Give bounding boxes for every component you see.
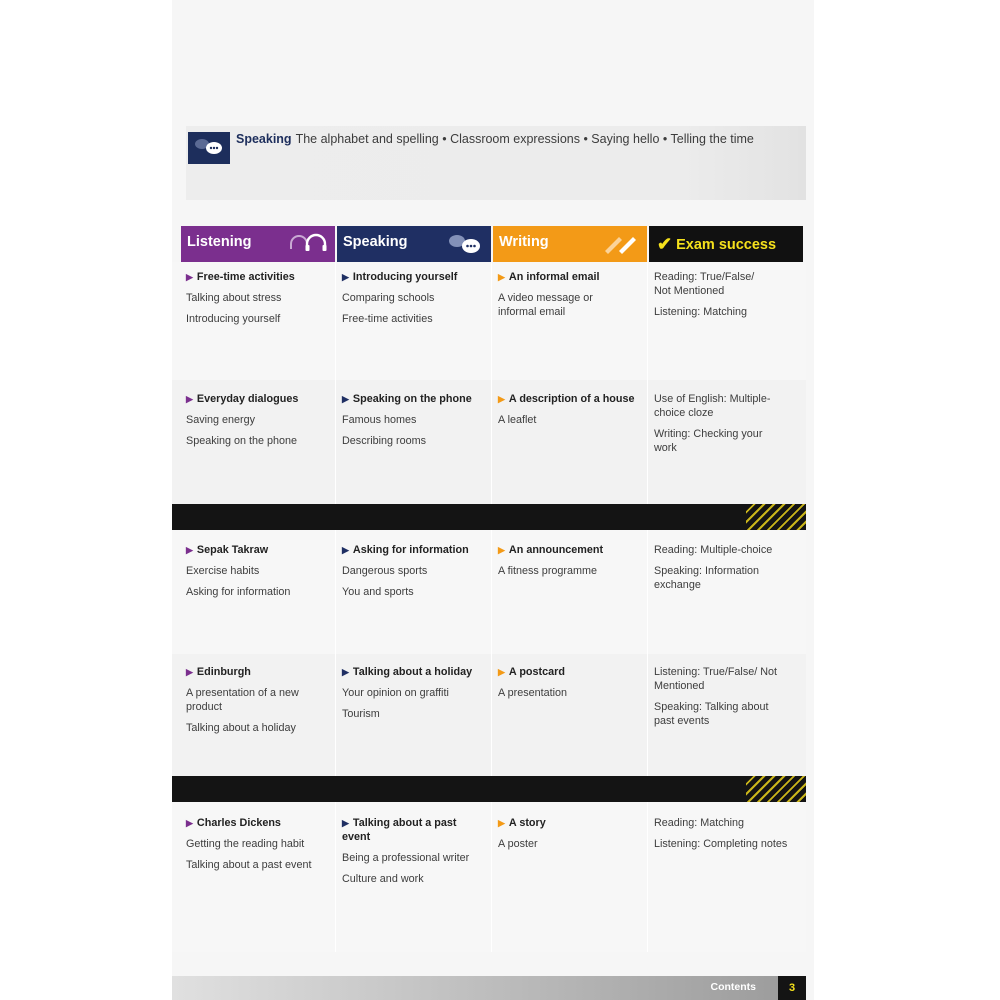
listening-title	[186, 543, 334, 557]
exam-line: Reading: Multiple-choice	[654, 544, 773, 556]
listening-line: Talking about a past event	[186, 859, 312, 871]
arrow-icon: ▶	[342, 667, 349, 677]
writing-title-text: A story	[508, 817, 546, 829]
listening-cell	[186, 816, 334, 879]
speaking-cell	[342, 392, 490, 455]
listening-line: Talking about a holiday	[186, 722, 296, 734]
header-exam	[649, 226, 803, 262]
arrow-icon: ▶	[186, 818, 193, 828]
exam-cell	[654, 270, 774, 326]
listening-line: Exercise habits	[186, 565, 260, 577]
speaking-line: Describing rooms	[342, 435, 427, 447]
listening-line: Saving energy	[186, 414, 256, 426]
speaking-title-text: Speaking on the phone	[352, 393, 472, 405]
exam-cell	[654, 816, 802, 858]
header-listening	[181, 226, 335, 262]
writing-title	[498, 665, 646, 679]
page-footer	[172, 976, 806, 1000]
writing-title-text: A description of a house	[508, 393, 635, 405]
arrow-icon: ▶	[186, 667, 193, 677]
speech-bubbles-icon	[188, 132, 230, 164]
speaking-title	[342, 270, 490, 284]
speaking-title	[342, 543, 490, 557]
speech-bubbles-icon	[445, 233, 485, 259]
writing-title	[498, 543, 646, 557]
listening-title-text: Everyday dialogues	[196, 393, 299, 405]
listening-cell	[186, 392, 334, 455]
listening-line: Getting the reading habit	[186, 838, 305, 850]
listening-line: Introducing yourself	[186, 313, 281, 325]
listening-line: Speaking on the phone	[186, 435, 298, 447]
exam-cell	[654, 392, 782, 462]
speaking-line: Comparing schools	[342, 292, 435, 304]
header-listening-label: Listening	[187, 234, 252, 250]
pencil-icon	[601, 233, 641, 259]
speaking-title	[342, 665, 490, 679]
speaking-cell	[342, 665, 490, 728]
arrow-icon: ▶	[498, 667, 505, 677]
listening-title	[186, 816, 334, 830]
writing-title-text: An informal email	[508, 271, 600, 283]
writing-cell	[498, 392, 646, 434]
intro-topics: The alphabet and spelling • Classroom expressions • Saying hello • Telling the time	[295, 132, 754, 146]
exam-line: Speaking: Talking about past events	[654, 701, 769, 727]
listening-line: Asking for information	[186, 586, 291, 598]
speaking-title-text: Talking about a past event	[342, 817, 457, 843]
listening-cell	[186, 270, 334, 333]
listening-title	[186, 665, 321, 679]
listening-title-text: Free-time activities	[196, 271, 295, 283]
unit-divider-bar	[172, 504, 806, 530]
intro-label: Speaking	[236, 132, 292, 146]
writing-title	[498, 270, 646, 284]
speaking-cell	[342, 816, 472, 893]
arrow-icon: ▶	[186, 545, 193, 555]
writing-cell	[498, 816, 646, 858]
hazard-stripes	[746, 776, 806, 802]
speaking-title	[342, 392, 490, 406]
unit-divider-bar	[172, 776, 806, 802]
header-speaking-label: Speaking	[343, 234, 408, 250]
speaking-cell	[342, 270, 490, 333]
writing-line: A fitness programme	[498, 565, 598, 577]
speaking-line: Culture and work	[342, 873, 424, 885]
listening-title-text: Edinburgh	[196, 666, 251, 678]
writing-line: A leaflet	[498, 414, 537, 426]
speaking-line: Free-time activities	[342, 313, 433, 325]
header-writing-label: Writing	[499, 234, 549, 250]
listening-title	[186, 270, 334, 284]
writing-line: A poster	[498, 838, 538, 850]
speaking-line: Being a professional writer	[342, 852, 470, 864]
intro-text	[236, 132, 754, 146]
exam-cell	[654, 543, 782, 599]
exam-line: Listening: True/False/ Not Mentioned	[654, 666, 778, 692]
writing-cell	[498, 665, 646, 707]
headphones-icon	[287, 233, 329, 257]
listening-title	[186, 392, 334, 406]
hazard-stripes	[746, 504, 806, 530]
speaking-title-text: Talking about a holiday	[352, 666, 473, 678]
page-number: 3	[778, 976, 806, 1000]
speaking-line: Dangerous sports	[342, 565, 428, 577]
header-writing	[493, 226, 647, 262]
exam-line: Speaking: Information exchange	[654, 565, 760, 591]
column-divider	[335, 262, 336, 952]
writing-title-text: An announcement	[508, 544, 604, 556]
writing-cell	[498, 543, 646, 585]
writing-cell	[498, 270, 646, 326]
column-divider	[491, 262, 492, 952]
speaking-line: Your opinion on graffiti	[342, 687, 449, 699]
speaking-title	[342, 816, 472, 844]
speaking-line: Famous homes	[342, 414, 417, 426]
arrow-icon: ▶	[498, 272, 505, 282]
listening-cell	[186, 665, 321, 742]
exam-line: Listening: Matching	[654, 306, 748, 318]
arrow-icon: ▶	[498, 818, 505, 828]
header-speaking	[337, 226, 491, 262]
writing-title	[498, 816, 646, 830]
exam-line: Reading: Matching	[654, 817, 745, 829]
speaking-line: You and sports	[342, 586, 414, 598]
speaking-line: Tourism	[342, 708, 380, 720]
speaking-title-text: Asking for information	[352, 544, 469, 556]
listening-line: Talking about stress	[186, 292, 282, 304]
exam-cell	[654, 665, 782, 735]
exam-line: Writing: Checking your work	[654, 428, 763, 454]
writing-title	[498, 392, 646, 406]
arrow-icon: ▶	[186, 394, 193, 404]
listening-line: A presentation of a new product	[186, 687, 299, 713]
listening-title-text: Sepak Takraw	[196, 544, 269, 556]
speaking-title-text: Introducing yourself	[352, 271, 458, 283]
header-exam-label: Exam success	[676, 237, 777, 253]
speaking-cell	[342, 543, 490, 606]
column-divider	[647, 262, 648, 952]
listening-cell	[186, 543, 334, 606]
writing-line: A video message or informal email	[498, 292, 593, 318]
check-icon: ✔	[657, 234, 673, 254]
listening-title-text: Charles Dickens	[196, 817, 281, 829]
writing-title-text: A postcard	[508, 666, 565, 678]
footer-label: Contents	[710, 981, 756, 993]
arrow-icon: ▶	[342, 818, 349, 828]
exam-line: Reading: True/False/ Not Mentioned	[654, 271, 755, 297]
arrow-icon: ▶	[498, 394, 505, 404]
arrow-icon: ▶	[186, 272, 193, 282]
arrow-icon: ▶	[342, 272, 349, 282]
exam-line: Listening: Completing notes	[654, 838, 788, 850]
exam-line: Use of English: Multiple-choice cloze	[654, 393, 771, 419]
arrow-icon: ▶	[342, 394, 349, 404]
writing-line: A presentation	[498, 687, 568, 699]
arrow-icon: ▶	[342, 545, 349, 555]
arrow-icon: ▶	[498, 545, 505, 555]
